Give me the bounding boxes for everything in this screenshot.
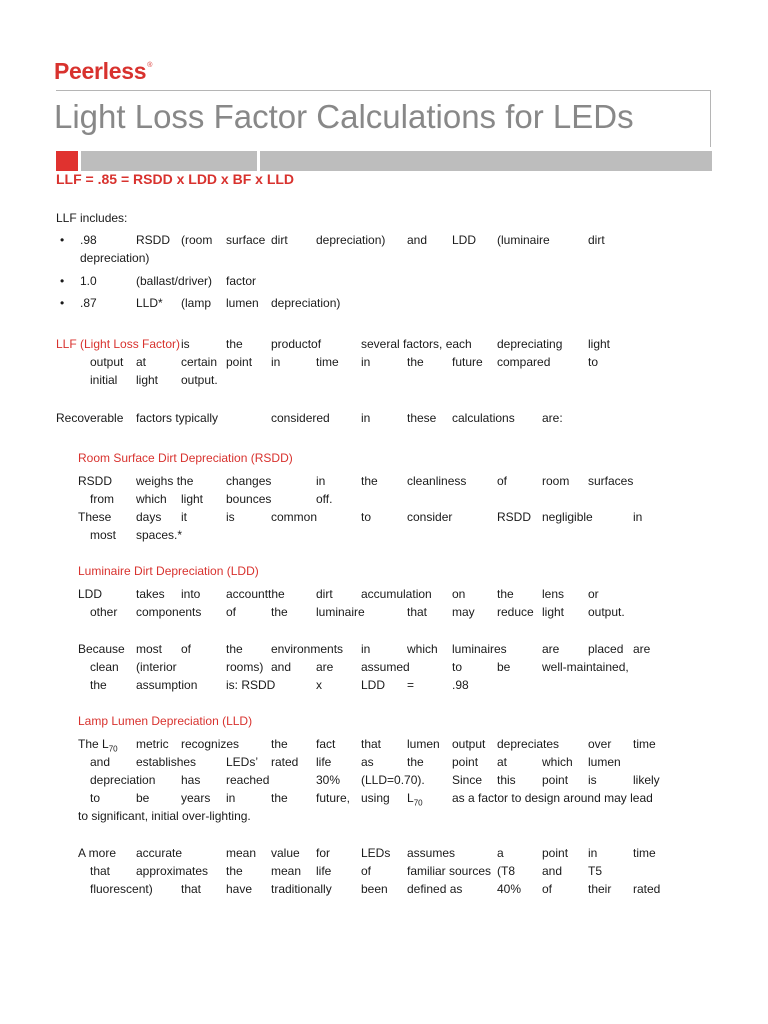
bullet-2: • <box>60 274 65 288</box>
ldd-heading: Luminaire Dirt Depreciation (LDD) <box>78 564 259 578</box>
accent-bar-red <box>56 151 78 171</box>
llf-formula: LLF = .85 = RSDD x LDD x BF x LLD <box>56 171 295 187</box>
list-item-1-cont: depreciation) <box>80 251 150 265</box>
lld-heading: Lamp Lumen Depreciation (LLD) <box>78 714 253 728</box>
brand-logo: Peerless® <box>54 58 153 84</box>
bullet-1: • <box>60 233 65 247</box>
rsdd-heading: Room Surface Dirt Depreciation (RSDD) <box>78 451 293 465</box>
lld-p1-line-5: to significant, initial over-lighting. <box>78 809 251 823</box>
l70-symbol: $L_{70}$ <box>407 791 423 808</box>
page-title: Light Loss Factor Calculations for LEDs <box>54 98 634 135</box>
bullet-3: • <box>60 296 65 310</box>
the-l70-lead: The $L_{70}$ <box>78 737 118 754</box>
accent-bar-gray-long <box>260 151 712 171</box>
llf-includes-heading: LLF includes: <box>56 211 128 225</box>
accent-bar-gray-short <box>81 151 257 171</box>
